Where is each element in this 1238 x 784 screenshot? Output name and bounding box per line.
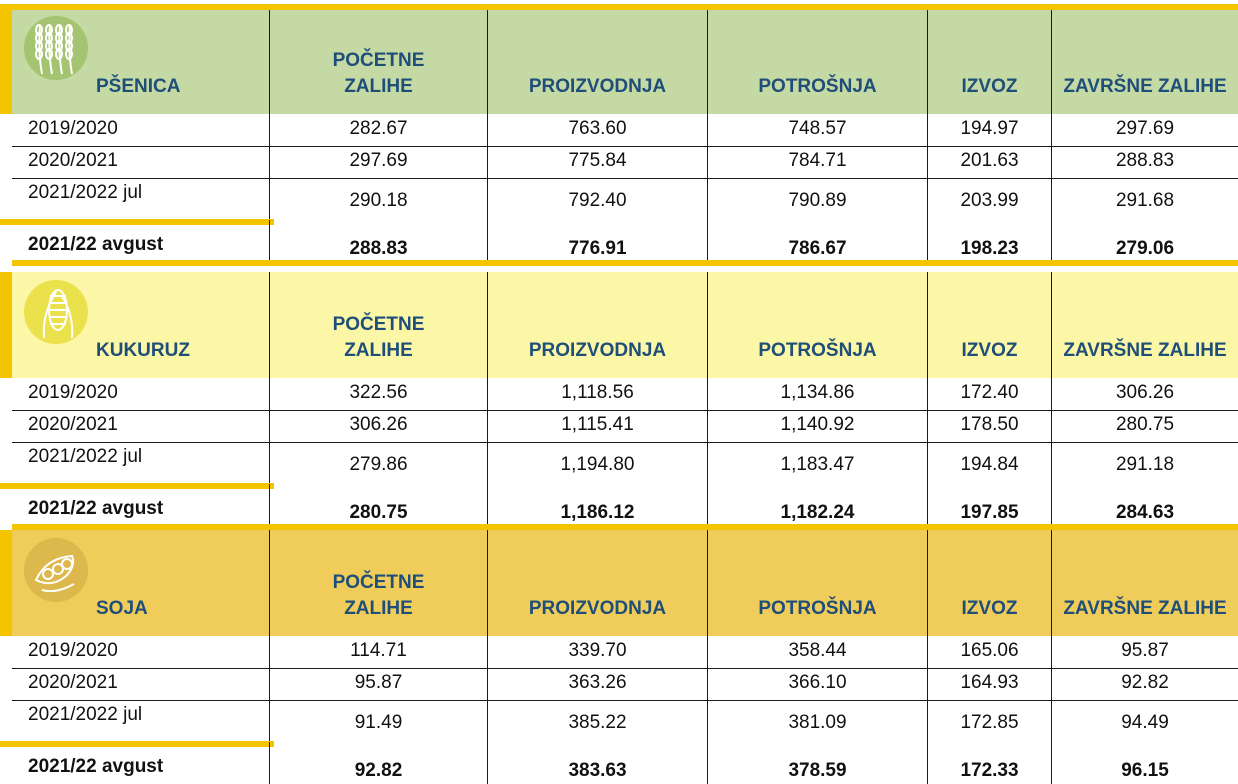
crop-title-cell [12,272,270,378]
cell-value: 1,115.41 [561,414,634,435]
cell-value: 297.69 [1115,118,1175,139]
cell-value: 290.18 [349,190,408,211]
cell-value: 291.18 [1115,454,1175,475]
value-cell [708,378,928,410]
cell-value: 291.68 [1115,190,1175,211]
row-label-cell [12,636,270,668]
value-cell [1052,742,1238,784]
value-cell [270,484,488,526]
cell-value: 1,186.12 [560,502,635,523]
column-header-label: PROIZVODNJA [528,76,667,97]
column-header [928,530,1052,636]
value-cell [1052,378,1238,410]
value-cell [708,636,928,668]
row-label: 2021/2022 jul [28,446,143,467]
cell-value: 288.83 [349,238,408,259]
crop-block [0,272,1238,526]
value-cell [708,146,928,178]
column-header-line: POČETNE [332,572,425,593]
crop-block [0,530,1238,784]
cell-value: 1,194.80 [560,454,635,475]
value-cell [928,410,1052,442]
cell-value: 282.67 [349,118,408,139]
cell-value: 197.85 [960,502,1019,523]
row-label-cell [12,410,270,442]
value-cell [928,178,1052,220]
row-label-cell [12,742,270,784]
cell-value: 194.84 [960,454,1019,475]
cell-value: 172.33 [960,760,1019,781]
value-cell [928,114,1052,146]
cell-value: 297.69 [349,150,408,171]
cell-value: 91.49 [354,712,403,733]
table-row [12,220,1238,262]
column-header-label: ZAVRŠNE ZALIHE [1063,340,1227,361]
cell-value: 92.82 [1121,672,1169,693]
column-header [708,272,928,378]
cell-value: 381.09 [788,712,847,733]
column-header-label [270,312,487,364]
value-cell [488,636,708,668]
row-label-cell [12,484,270,526]
value-cell [270,146,488,178]
cell-value: 164.93 [960,672,1019,693]
value-cell [270,114,488,146]
table-row [12,742,1238,784]
column-header-line: POČETNE [332,314,425,335]
value-cell [488,410,708,442]
cell-value: 383.63 [568,760,627,781]
value-cell [1052,178,1238,220]
header-accent-bar [0,530,12,636]
column-header-label: POTROŠNJA [758,76,877,97]
cell-value: 198.23 [960,238,1019,259]
value-cell [928,484,1052,526]
cell-value: 194.97 [960,118,1019,139]
cell-value: 279.06 [1115,238,1175,259]
column-header-label: IZVOZ [961,598,1018,619]
value-cell [1052,114,1238,146]
crop-name: PŠENICA [96,76,181,97]
table-row [12,484,1238,526]
cell-value: 339.70 [568,640,627,661]
row-label: 2021/22 avgust [28,234,164,255]
table-row [12,442,1238,484]
value-cell [270,410,488,442]
row-label-cell [12,220,270,262]
row-label: 2021/22 avgust [28,498,164,519]
value-cell [270,178,488,220]
value-cell [928,442,1052,484]
cell-value: 790.89 [788,190,847,211]
cell-value: 792.40 [568,190,627,211]
column-header [488,8,708,114]
value-cell [1052,220,1238,262]
cell-value: 203.99 [960,190,1019,211]
cell-value: 280.75 [1115,414,1175,435]
crop-title-cell [12,530,270,636]
crop-title-cell [12,8,270,114]
row-label: 2020/2021 [28,414,118,435]
cell-value: 775.84 [568,150,627,171]
value-cell [1052,410,1238,442]
row-label-cell [12,668,270,700]
column-header [270,530,488,636]
value-cell [488,378,708,410]
cell-value: 1,140.92 [780,414,855,435]
value-cell [928,668,1052,700]
corn-icon [22,278,90,346]
column-header-line: ZALIHE [344,76,413,97]
value-cell [1052,442,1238,484]
crop-header-row [12,272,1238,378]
value-cell [488,700,708,742]
crop-block [0,8,1238,262]
column-header [488,530,708,636]
value-cell [1052,484,1238,526]
value-cell [928,742,1052,784]
value-cell [708,700,928,742]
value-cell [488,146,708,178]
table-row [12,146,1238,178]
value-cell [1052,146,1238,178]
cell-value: 178.50 [960,414,1019,435]
column-header [708,530,928,636]
value-cell [928,146,1052,178]
value-cell [928,700,1052,742]
value-cell [708,742,928,784]
row-label: 2021/22 avgust [28,756,164,777]
table-row [12,378,1238,410]
row-label: 2019/2020 [28,640,118,661]
header-accent-bar [0,8,12,114]
cell-value: 114.71 [350,640,407,661]
soybean-icon [22,536,90,604]
cell-value: 172.40 [960,382,1019,403]
cell-value: 201.63 [960,150,1019,171]
cell-value: 784.71 [788,150,847,171]
cell-value: 363.26 [568,672,627,693]
column-header-line: POČETNE [332,50,425,71]
cell-value: 284.63 [1115,502,1175,523]
cell-value: 378.59 [788,760,847,781]
value-cell [270,442,488,484]
cell-value: 366.10 [788,672,847,693]
column-header [928,8,1052,114]
cell-value: 385.22 [568,712,627,733]
value-cell [708,410,928,442]
value-cell [488,442,708,484]
cell-value: 165.06 [960,640,1019,661]
cell-value: 1,182.24 [780,502,855,523]
value-cell [928,636,1052,668]
cell-value: 322.56 [349,382,408,403]
cell-value: 786.67 [788,238,847,259]
row-label: 2020/2021 [28,150,118,171]
column-header-label: POTROŠNJA [758,340,877,361]
column-header-line: ZALIHE [344,340,413,361]
value-cell [928,378,1052,410]
row-label: 2021/2022 jul [28,182,143,203]
cell-value: 94.49 [1121,712,1169,733]
row-label-cell [12,178,270,220]
value-cell [270,220,488,262]
column-header [928,272,1052,378]
row-label: 2019/2020 [28,382,118,403]
table-row [12,178,1238,220]
cell-value: 1,134.86 [780,382,855,403]
cell-value: 95.87 [1121,640,1169,661]
value-cell [928,220,1052,262]
crop-name: KUKURUZ [96,340,190,361]
cell-value: 1,118.56 [561,382,634,403]
value-cell [708,668,928,700]
column-header [1052,8,1238,114]
row-label: 2020/2021 [28,672,118,693]
value-cell [1052,700,1238,742]
crop-name: SOJA [96,598,148,619]
column-header-label [270,48,487,100]
value-cell [270,668,488,700]
cell-value: 280.75 [349,502,408,523]
column-header-label: ZAVRŠNE ZALIHE [1063,598,1227,619]
value-cell [488,742,708,784]
cell-value: 763.60 [568,118,627,139]
column-header-label: PROIZVODNJA [528,598,667,619]
value-cell [270,700,488,742]
row-label: 2021/2022 jul [28,704,143,725]
column-header-label: ZAVRŠNE ZALIHE [1063,76,1227,97]
header-accent-bar [0,272,12,378]
column-header [1052,272,1238,378]
table-row [12,700,1238,742]
cell-value: 776.91 [568,238,627,259]
cell-value: 288.83 [1115,150,1175,171]
column-header-label [270,570,487,622]
value-cell [1052,636,1238,668]
cell-value: 172.85 [960,712,1019,733]
table-row [12,410,1238,442]
value-cell [708,442,928,484]
row-label-cell [12,442,270,484]
value-cell [270,378,488,410]
block-separator [12,260,1238,266]
wheat-icon [22,14,90,82]
table-row [12,668,1238,700]
column-header [270,272,488,378]
row-label-cell [12,114,270,146]
column-header-label: IZVOZ [961,76,1018,97]
row-label-cell [12,700,270,742]
value-cell [270,636,488,668]
cell-value: 358.44 [788,640,847,661]
column-header-line: ZALIHE [344,598,413,619]
column-header [270,8,488,114]
column-header [1052,530,1238,636]
value-cell [488,220,708,262]
row-label-cell [12,378,270,410]
value-cell [270,742,488,784]
value-cell [488,668,708,700]
column-header-label: POTROŠNJA [758,598,877,619]
row-label: 2019/2020 [28,118,118,139]
value-cell [708,220,928,262]
table-row [12,636,1238,668]
column-header-label: PROIZVODNJA [528,340,667,361]
cell-value: 95.87 [354,672,403,693]
value-cell [488,484,708,526]
column-header-label: IZVOZ [961,340,1018,361]
cell-value: 306.26 [349,414,408,435]
cell-value: 1,183.47 [780,454,855,475]
value-cell [1052,668,1238,700]
value-cell [488,178,708,220]
value-cell [708,484,928,526]
cell-value: 748.57 [788,118,847,139]
crop-header-row [12,530,1238,636]
cell-value: 306.26 [1115,382,1175,403]
crop-header-row [12,8,1238,114]
column-header [488,272,708,378]
value-cell [708,178,928,220]
value-cell [708,114,928,146]
cell-value: 96.15 [1121,760,1169,781]
value-cell [488,114,708,146]
table-row [12,114,1238,146]
row-label-cell [12,146,270,178]
column-header [708,8,928,114]
cell-value: 92.82 [354,760,403,781]
top-border [0,4,1238,10]
cell-value: 279.86 [349,454,408,475]
